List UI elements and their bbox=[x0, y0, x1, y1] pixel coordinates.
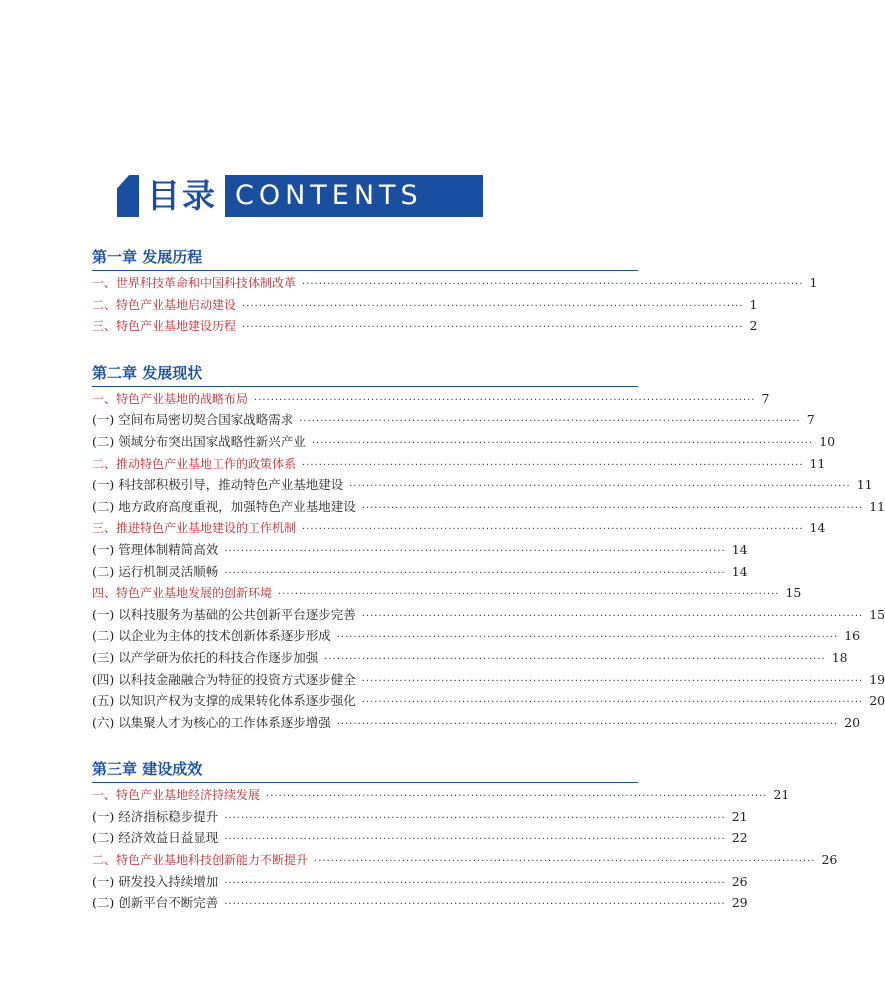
chapter-section bbox=[92, 246, 818, 337]
toc-page-number: 20 bbox=[869, 693, 885, 709]
chapter-title: 第一章 发展历程 bbox=[92, 248, 203, 266]
dot-leader: ························································································································ bbox=[266, 791, 768, 803]
contents-title-cn: 目录 bbox=[147, 176, 217, 215]
toc-page-number: 20 bbox=[844, 714, 861, 730]
dot-leader: ························································································································ bbox=[324, 653, 826, 665]
toc-entry-label: 一、世界科技革命和中国科技体制改革 bbox=[92, 276, 297, 290]
dot-leader: ························································································································ bbox=[224, 567, 726, 579]
toc-section-entry[interactable] bbox=[92, 849, 838, 871]
toc-page-number: 16 bbox=[844, 628, 861, 644]
toc-page-number: 26 bbox=[731, 873, 748, 889]
toc-entry-label: 一、特色产业基地的战略布局 bbox=[92, 391, 249, 406]
toc-section-entry[interactable] bbox=[92, 388, 770, 410]
chapter-title: 第三章 建设成效 bbox=[92, 760, 203, 779]
toc-entry-label: 二、特色产业基地科技创新能力不断提升 bbox=[92, 853, 309, 868]
toc-section-entry[interactable] bbox=[92, 582, 802, 604]
dot-leader: ························································································································ bbox=[302, 459, 804, 471]
chapter-section bbox=[92, 362, 885, 734]
toc-subsection-entry[interactable] bbox=[92, 871, 748, 893]
toc-page-number: 7 bbox=[806, 412, 815, 428]
dot-leader: ························································································································ bbox=[361, 610, 864, 622]
toc-page-number: 1 bbox=[749, 296, 758, 312]
dot-leader: ························································································································ bbox=[224, 877, 726, 889]
contents-title-en: CONTENTS bbox=[225, 175, 483, 217]
toc-subsection-entry[interactable] bbox=[92, 647, 848, 669]
dot-leader: ························································································································ bbox=[361, 675, 864, 687]
dot-leader: ························································································································ bbox=[336, 718, 839, 730]
toc-entry-label: (二) 运行机制灵活顺畅 bbox=[92, 563, 219, 579]
toc-entry-label: (二) 地方政府高度重视，加强特色产业基地建设 bbox=[92, 498, 356, 514]
dot-leader: ························································································································ bbox=[299, 416, 801, 428]
toc-entry-label: (二) 经济效益日益显现 bbox=[92, 830, 219, 846]
dot-leader: ························································································································ bbox=[224, 899, 726, 911]
dot-leader: ························································································································ bbox=[302, 524, 804, 536]
toc-entry-label: (六) 以集聚人才为核心的工作体系逐步增强 bbox=[92, 714, 331, 730]
toc-subsection-entry[interactable] bbox=[92, 431, 836, 453]
toc-section-entry[interactable] bbox=[92, 272, 818, 294]
chapter-section bbox=[92, 758, 838, 914]
toc-entry-label: 三、特色产业基地建设历程 bbox=[92, 319, 237, 334]
toc-entry-label: (一) 经济指标稳步提升 bbox=[92, 808, 219, 824]
toc-entry-label: (一) 管理体制精简高效 bbox=[92, 541, 219, 557]
toc-entry-label: 三、推进特色产业基地建设的工作机制 bbox=[92, 521, 297, 536]
toc-subsection-entry[interactable] bbox=[92, 604, 885, 626]
dot-leader: ························································································································ bbox=[349, 481, 851, 493]
toc-page-number: 1 bbox=[809, 275, 818, 290]
toc-page-number: 29 bbox=[731, 895, 748, 911]
toc-entry-label: 二、推动特色产业基地工作的政策体系 bbox=[92, 456, 297, 471]
toc-page-number: 7 bbox=[761, 390, 770, 406]
toc-entry-label: (二) 创新平台不断完善 bbox=[92, 895, 219, 911]
toc-entry-label: 二、特色产业基地启动建设 bbox=[92, 297, 237, 312]
toc-page-number: 14 bbox=[731, 541, 748, 557]
dot-leader: ························································································································ bbox=[361, 697, 864, 709]
chapter-divider bbox=[92, 386, 638, 387]
toc-section-entry[interactable] bbox=[92, 517, 826, 539]
toc-subsection-entry[interactable] bbox=[92, 669, 885, 691]
toc-subsection-entry[interactable] bbox=[92, 690, 885, 712]
toc-subsection-entry[interactable] bbox=[92, 806, 748, 828]
toc-page-number: 2 bbox=[749, 318, 758, 334]
toc-page-number: 11 bbox=[869, 498, 885, 514]
toc-page-number: 15 bbox=[785, 585, 802, 601]
header-tab-shape bbox=[117, 175, 139, 217]
toc-subsection-entry[interactable] bbox=[92, 625, 861, 647]
toc-subsection-entry[interactable] bbox=[92, 496, 885, 518]
toc-page-number: 21 bbox=[731, 808, 748, 824]
toc-section-entry[interactable] bbox=[92, 784, 790, 806]
dot-leader: ························································································································ bbox=[224, 812, 726, 824]
toc-entry-label: (一) 以科技服务为基础的公共创新平台逐步完善 bbox=[92, 606, 356, 622]
toc-page-number: 18 bbox=[831, 649, 848, 665]
dot-leader: ························································································································ bbox=[314, 856, 816, 868]
dot-leader: ························································································································ bbox=[311, 437, 814, 449]
toc-page-number: 14 bbox=[731, 563, 748, 579]
toc-entry-label: (二) 领域分布突出国家战略性新兴产业 bbox=[92, 433, 306, 449]
dot-leader: ························································································································ bbox=[224, 545, 726, 557]
toc-page-number: 11 bbox=[856, 477, 873, 493]
dot-leader: ························································································································ bbox=[336, 632, 839, 644]
toc-subsection-entry[interactable] bbox=[92, 561, 748, 583]
toc-entry-label: 四、特色产业基地发展的创新环境 bbox=[92, 586, 273, 601]
dot-leader: ························································································································ bbox=[224, 834, 726, 846]
toc-entry-label: (一) 科技部积极引导，推动特色产业基地建设 bbox=[92, 477, 344, 493]
toc-subsection-entry[interactable] bbox=[92, 539, 748, 561]
toc-page-number: 15 bbox=[869, 606, 885, 622]
toc-subsection-entry[interactable] bbox=[92, 712, 861, 734]
toc-entry-label: 一、特色产业基地经济持续发展 bbox=[92, 788, 261, 803]
toc-subsection-entry[interactable] bbox=[92, 827, 748, 849]
toc-page-number: 26 bbox=[821, 852, 838, 868]
toc-subsection-entry[interactable] bbox=[92, 409, 815, 431]
toc-section-entry[interactable] bbox=[92, 453, 826, 475]
toc-section-entry[interactable] bbox=[92, 315, 758, 337]
dot-leader: ························································································································ bbox=[254, 394, 756, 406]
dot-leader: ························································································································ bbox=[242, 322, 744, 334]
toc-entry-label: (一) 空间布局密切契合国家战略需求 bbox=[92, 412, 294, 428]
toc-page-number: 21 bbox=[773, 787, 790, 803]
dot-leader: ························································································································ bbox=[361, 502, 864, 514]
toc-section-entry[interactable] bbox=[92, 294, 758, 316]
toc-subsection-entry[interactable] bbox=[92, 892, 748, 914]
toc-page-number: 19 bbox=[869, 671, 885, 687]
dot-leader: ························································································································ bbox=[302, 279, 804, 290]
toc-entry-label: (四) 以科技金融融合为特征的投资方式逐步健全 bbox=[92, 671, 356, 687]
contents-header bbox=[117, 175, 483, 217]
toc-page-number: 11 bbox=[809, 455, 826, 471]
dot-leader: ························································································································ bbox=[242, 300, 744, 312]
dot-leader: ························································································································ bbox=[278, 589, 780, 601]
toc-page-number: 10 bbox=[819, 433, 836, 449]
toc-entry-label: (一) 研发投入持续增加 bbox=[92, 873, 219, 889]
toc-entry-label: (三) 以产学研为依托的科技合作逐步加强 bbox=[92, 649, 319, 665]
toc-entry-label: (五) 以知识产权为支撑的成果转化体系逐步强化 bbox=[92, 693, 356, 709]
chapter-divider bbox=[92, 270, 638, 271]
chapter-divider bbox=[92, 782, 638, 783]
toc-page-number: 22 bbox=[731, 830, 748, 846]
toc-entry-label: (二) 以企业为主体的技术创新体系逐步形成 bbox=[92, 628, 331, 644]
table-of-contents bbox=[92, 246, 885, 939]
toc-subsection-entry[interactable] bbox=[92, 474, 873, 496]
chapter-title: 第二章 发展现状 bbox=[92, 363, 203, 382]
toc-page-number: 14 bbox=[809, 520, 826, 536]
